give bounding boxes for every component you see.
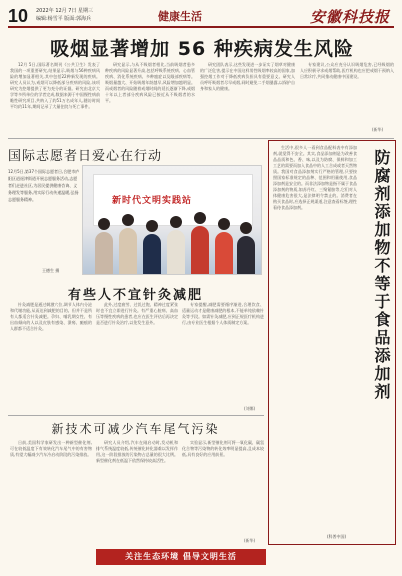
paragraph: 研究显示,与从不吸烟者相比,当前吸烟者患多种疾病的风险显著升高,包括呼吸系统疾病、心血管疾病、消化系统疾病、多种癌症以及眼部疾病等。吸烟量越大、开始吸烟年龄越早,风险增加越明显。而戒烟者的风险随着戒烟时间的延长逐渐下降,戒烟十年以上者部分疾病风险已接近从不吸烟者的水平。 — [105, 62, 195, 103]
paragraph: 针灸减肥是通过刺激穴位,调节人体内分泌和代谢功能,从而达到减肥的目的。但并不是所有人都适合针灸减肥。孕妇、哺乳期女性、有出血倾向的人以及皮肤有感染、溃疡、瘢痕的人群都不适合针灸。 — [10, 302, 92, 331]
lead-article-col2 — [105, 62, 195, 134]
acupuncture-source: (刘娜) — [244, 406, 256, 411]
lead-article-col4 — [300, 62, 394, 126]
paragraph: 专家提醒,减肥需要循序渐进,合理饮食、适量运动才是健康减肥的根本,不能单纯依赖针灸等手段。如需针灸减肥,应到正规医疗机构进行,由专业医生根据个人体质制定方案。 — [182, 302, 264, 325]
photo-person — [167, 230, 185, 274]
section-name: 健康生活 — [158, 10, 202, 23]
volunteer-photo — [82, 165, 262, 275]
photo-person — [191, 226, 209, 274]
paragraph: 研究人员介绍,汽车在刚启动时,发动机和排气系统温度较低,传统催化转化器难以发挥作用,这一阶段排放的污染物占总量的很大比例。新型催化剂在低温下依然保持较高活性。 — [96, 440, 178, 463]
photo-person — [119, 228, 137, 274]
paragraph: 生活中,很多人一看到食品配料表中有添加剂,就觉得不安全。其实,食品添加剂是为改善食品品质和色、香、味,以及为防腐、保鲜和加工工艺的需要而加入食品中的人工合成或者天然物质。我国对食品添加剂实行严格的管理,只要按照国家标准规定的品种、范围和用量使用,食品添加剂是安全的。而非法添加物是指不属于食品添加剂的物质,如苏丹红、三聚氰胺等,它们对人体健康危害很大,是法律明令禁止的。消费者在购买食品时,应选择正规渠道,注意查看标签,理性看待食品添加剂。 — [273, 145, 357, 210]
paragraph: 此外,过度疲劳、过饥过饱、精神过度紧张时也不宜立即进行针灸。有严重心脏病、高血压等慢性疾病的患者,也应在医生评估后再决定是否进行针灸治疗,以免发生意外。 — [96, 302, 178, 325]
paragraph: 专家建议,公众应充分认识吸烟危害,已经吸烟的人应积极寻求戒烟帮助,医疗机构也应把戒烟干预纳入日常诊疗,共同推动健康中国建设。 — [300, 62, 394, 79]
exhaust-col2 — [96, 440, 178, 544]
additive-sidebar — [268, 140, 396, 545]
acupuncture-col1 — [10, 302, 92, 412]
acupuncture-col2 — [96, 302, 178, 412]
sidebar-title: 防腐剂添加物不等于食品添加剂 — [372, 149, 391, 401]
editor-line: 编辑:杨雪平 版面:郭海兵 — [36, 16, 91, 22]
paper-logo: 安徽科技报 — [309, 8, 390, 26]
lead-article-col3 — [200, 62, 295, 134]
photo-person — [143, 234, 161, 274]
photo-credit: 王德生 摄 — [42, 268, 60, 273]
section-divider — [8, 138, 394, 139]
sidebar-body — [273, 145, 357, 541]
lead-article-col1 — [10, 62, 100, 134]
exhaust-source: (新华) — [244, 538, 256, 543]
exhaust-col1 — [10, 440, 92, 544]
exhaust-col3 — [182, 440, 264, 538]
footer-slogan-banner: 关注生态环境 倡导文明生活 — [96, 549, 266, 565]
lead-headline: 吸烟显著增加 56 种疾病发生风险 — [50, 38, 354, 60]
section-divider — [8, 415, 264, 416]
masthead — [8, 6, 394, 28]
lead-source: (新华) — [372, 127, 384, 132]
photo-person — [237, 236, 255, 274]
issue-date: 2022年 12月 7日 星期三 — [36, 8, 94, 14]
photo-person — [215, 232, 233, 274]
acupuncture-headline: 有些人不宜针灸减肥 — [67, 288, 203, 303]
paragraph: 研究团队表示,这些发现进一步证实了烟草对健康的广泛危害,提示在中国这样男性吸烟率较高的国家,加强控烟工作对于降低疾病负担具有重要意义。研究人员呼吁吸烟者尽早戒烟,同时避免二手烟暴露,以保护自身和家人的健康。 — [200, 62, 295, 91]
page-number: 10 — [8, 6, 29, 26]
photo-person — [95, 232, 113, 274]
exhaust-headline: 新技术可减少汽车尾气污染 — [51, 422, 220, 436]
sidebar-source: (科普中国) — [327, 534, 347, 539]
paragraph: 日前,美国科学家研发出一种新型催化剂,可在较低温度下有效转化汽车尾气中的有害物质,有望大幅减少汽车冷启动阶段的污染排放。 — [10, 440, 92, 457]
photo-caption: 12月5日,第37个国际志愿者日,合肥市庐阳区逍遥津街道开展志愿服务活动,志愿者们走进社区,为居民提供健康咨询、义务理发等服务,用实际行动传递温暖,弘扬志愿服务精神。 — [8, 169, 80, 202]
acupuncture-col3 — [182, 302, 264, 406]
board-text: 新时代文明实践站 — [112, 196, 193, 206]
photo-headline: 国际志愿者日爱心在行动 — [8, 149, 163, 164]
paragraph: 12月 5日,国际著名期刊《公共卫生》发表了我国的一项重要研究,结果显示,吸烟与56种疾病风险的增加显著相关,其中包括22种新发现的疾病。研究人员认为,戒烟可以降低部分疾病的风险,该项研究为控烟提供了更为充分的证据。研究由北京大学等多所单位的学者完成,数据来源于中国慢性病前瞻性研究项目,共纳入了约51万名成年人,随访时间平均约11年,期间记录了大量住院与死亡事件。 — [10, 62, 100, 109]
paragraph: 实验显示,新型催化剂可将一氧化碳、碳氢化合物等污染物的转化效率明显提高,且成本较低,具有良好的应用前景。 — [182, 440, 264, 457]
